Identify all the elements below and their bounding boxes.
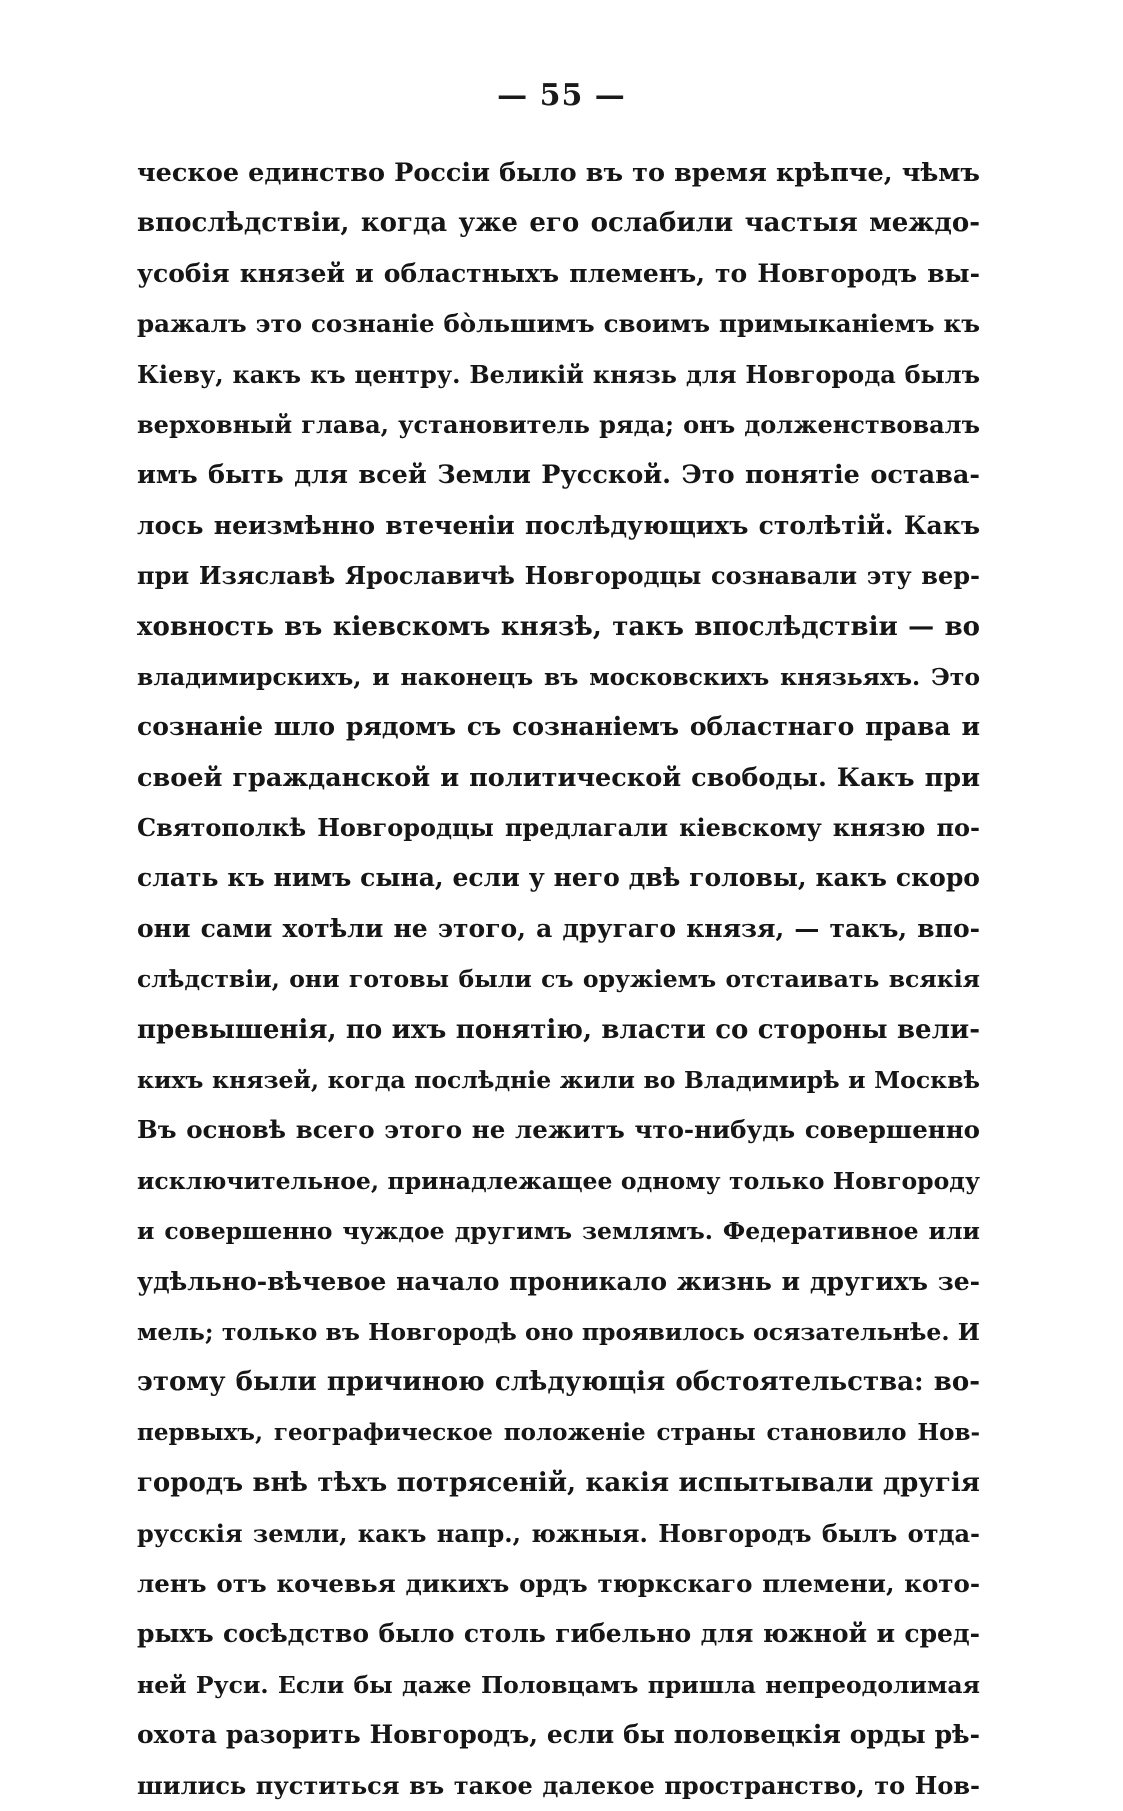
- text-line: ховность въ кіевскомъ князѣ, такъ впослѣдствіи — во: [137, 611, 980, 642]
- text-line: исключительное, принадлежащее одному только Новгороду: [137, 1166, 980, 1195]
- text-line: слѣдствіи, они готовы были съ оружіемъ отстаивать всякія: [137, 965, 980, 994]
- text-line: ней Руси. Если бы даже Половцамъ пришла непреодолимая: [137, 1670, 980, 1699]
- text-line: первыхъ, географическое положеніе страны становило Нов-: [137, 1418, 980, 1446]
- text-line: имъ быть для всей Земли Русской. Это понятіе остава-: [137, 460, 980, 491]
- text-line: ческое единство Россіи было въ то время крѣпче, чѣмъ: [137, 158, 980, 188]
- text-line: этому были причиною слѣдующія обстоятельства: во-: [137, 1367, 980, 1398]
- text-line: Кіеву, какъ къ центру. Великій князь для Новгорода былъ: [137, 359, 980, 389]
- text-line: охота разорить Новгородъ, если бы половецкія орды рѣ-: [137, 1720, 980, 1750]
- body-text: [137, 148, 980, 1811]
- text-line: городъ внѣ тѣхъ потрясеній, какія испытывали другія: [137, 1468, 980, 1499]
- text-line: лось неизмѣнно втеченіи послѣдующихъ столѣтій. Какъ: [137, 510, 980, 540]
- text-line: удѣльно-вѣчевое начало проникало жизнь и другихъ зе-: [137, 1266, 980, 1296]
- text-line: Въ основѣ всего этого не лежитъ что-нибудь совершенно: [137, 1115, 980, 1145]
- text-line: усобія князей и областныхъ племенъ, то Новгородъ вы-: [137, 258, 980, 288]
- text-line: при Изяславѣ Ярославичѣ Новгородцы сознавали эту вер-: [137, 561, 980, 591]
- text-line: впослѣдствіи, когда уже его ослабили частыя междо-: [137, 208, 980, 239]
- text-line: слать къ нимъ сына, если у него двѣ головы, какъ скоро: [137, 863, 980, 893]
- text-line: рыхъ сосѣдство было столь гибельно для южной и сред-: [137, 1619, 980, 1649]
- text-line: своей гражданской и политической свободы. Какъ при: [137, 762, 980, 793]
- text-line: они сами хотѣли не этого, а другаго князя, — такъ, впо-: [137, 913, 980, 943]
- text-line: Святополкѣ Новгородцы предлагали кіевскому князю по-: [137, 813, 980, 843]
- page-number: — 55 —: [497, 78, 626, 113]
- text-line: ленъ отъ кочевья дикихъ ордъ тюркскаго племени, кото-: [137, 1568, 980, 1598]
- text-line: превышенія, по ихъ понятію, власти со стороны вели-: [137, 1014, 980, 1045]
- text-line: русскія земли, какъ напр., южныя. Новгородъ былъ отда-: [137, 1518, 980, 1548]
- text-line: и совершенно чуждое другимъ землямъ. Федеративное или: [137, 1217, 980, 1246]
- text-line: мель; только въ Новгородѣ оно проявилось осязательнѣе. И: [137, 1317, 980, 1346]
- text-line: верховный глава, установитель ряда; онъ долженствовалъ: [137, 409, 980, 439]
- text-line: сознаніе шло рядомъ съ сознаніемъ областнаго права и: [137, 712, 980, 742]
- text-line: шились пуститься въ такое далекое пространство, то Нов-: [137, 1770, 980, 1800]
- text-line: кихъ князей, когда послѣдніе жили во Владимирѣ и Москвѣ: [137, 1066, 980, 1095]
- text-line: владимирскихъ, и наконецъ въ московскихъ князьяхъ. Это: [137, 662, 980, 691]
- text-line: ражалъ это сознаніе бо̀льшимъ своимъ примыканіемъ къ: [137, 309, 980, 339]
